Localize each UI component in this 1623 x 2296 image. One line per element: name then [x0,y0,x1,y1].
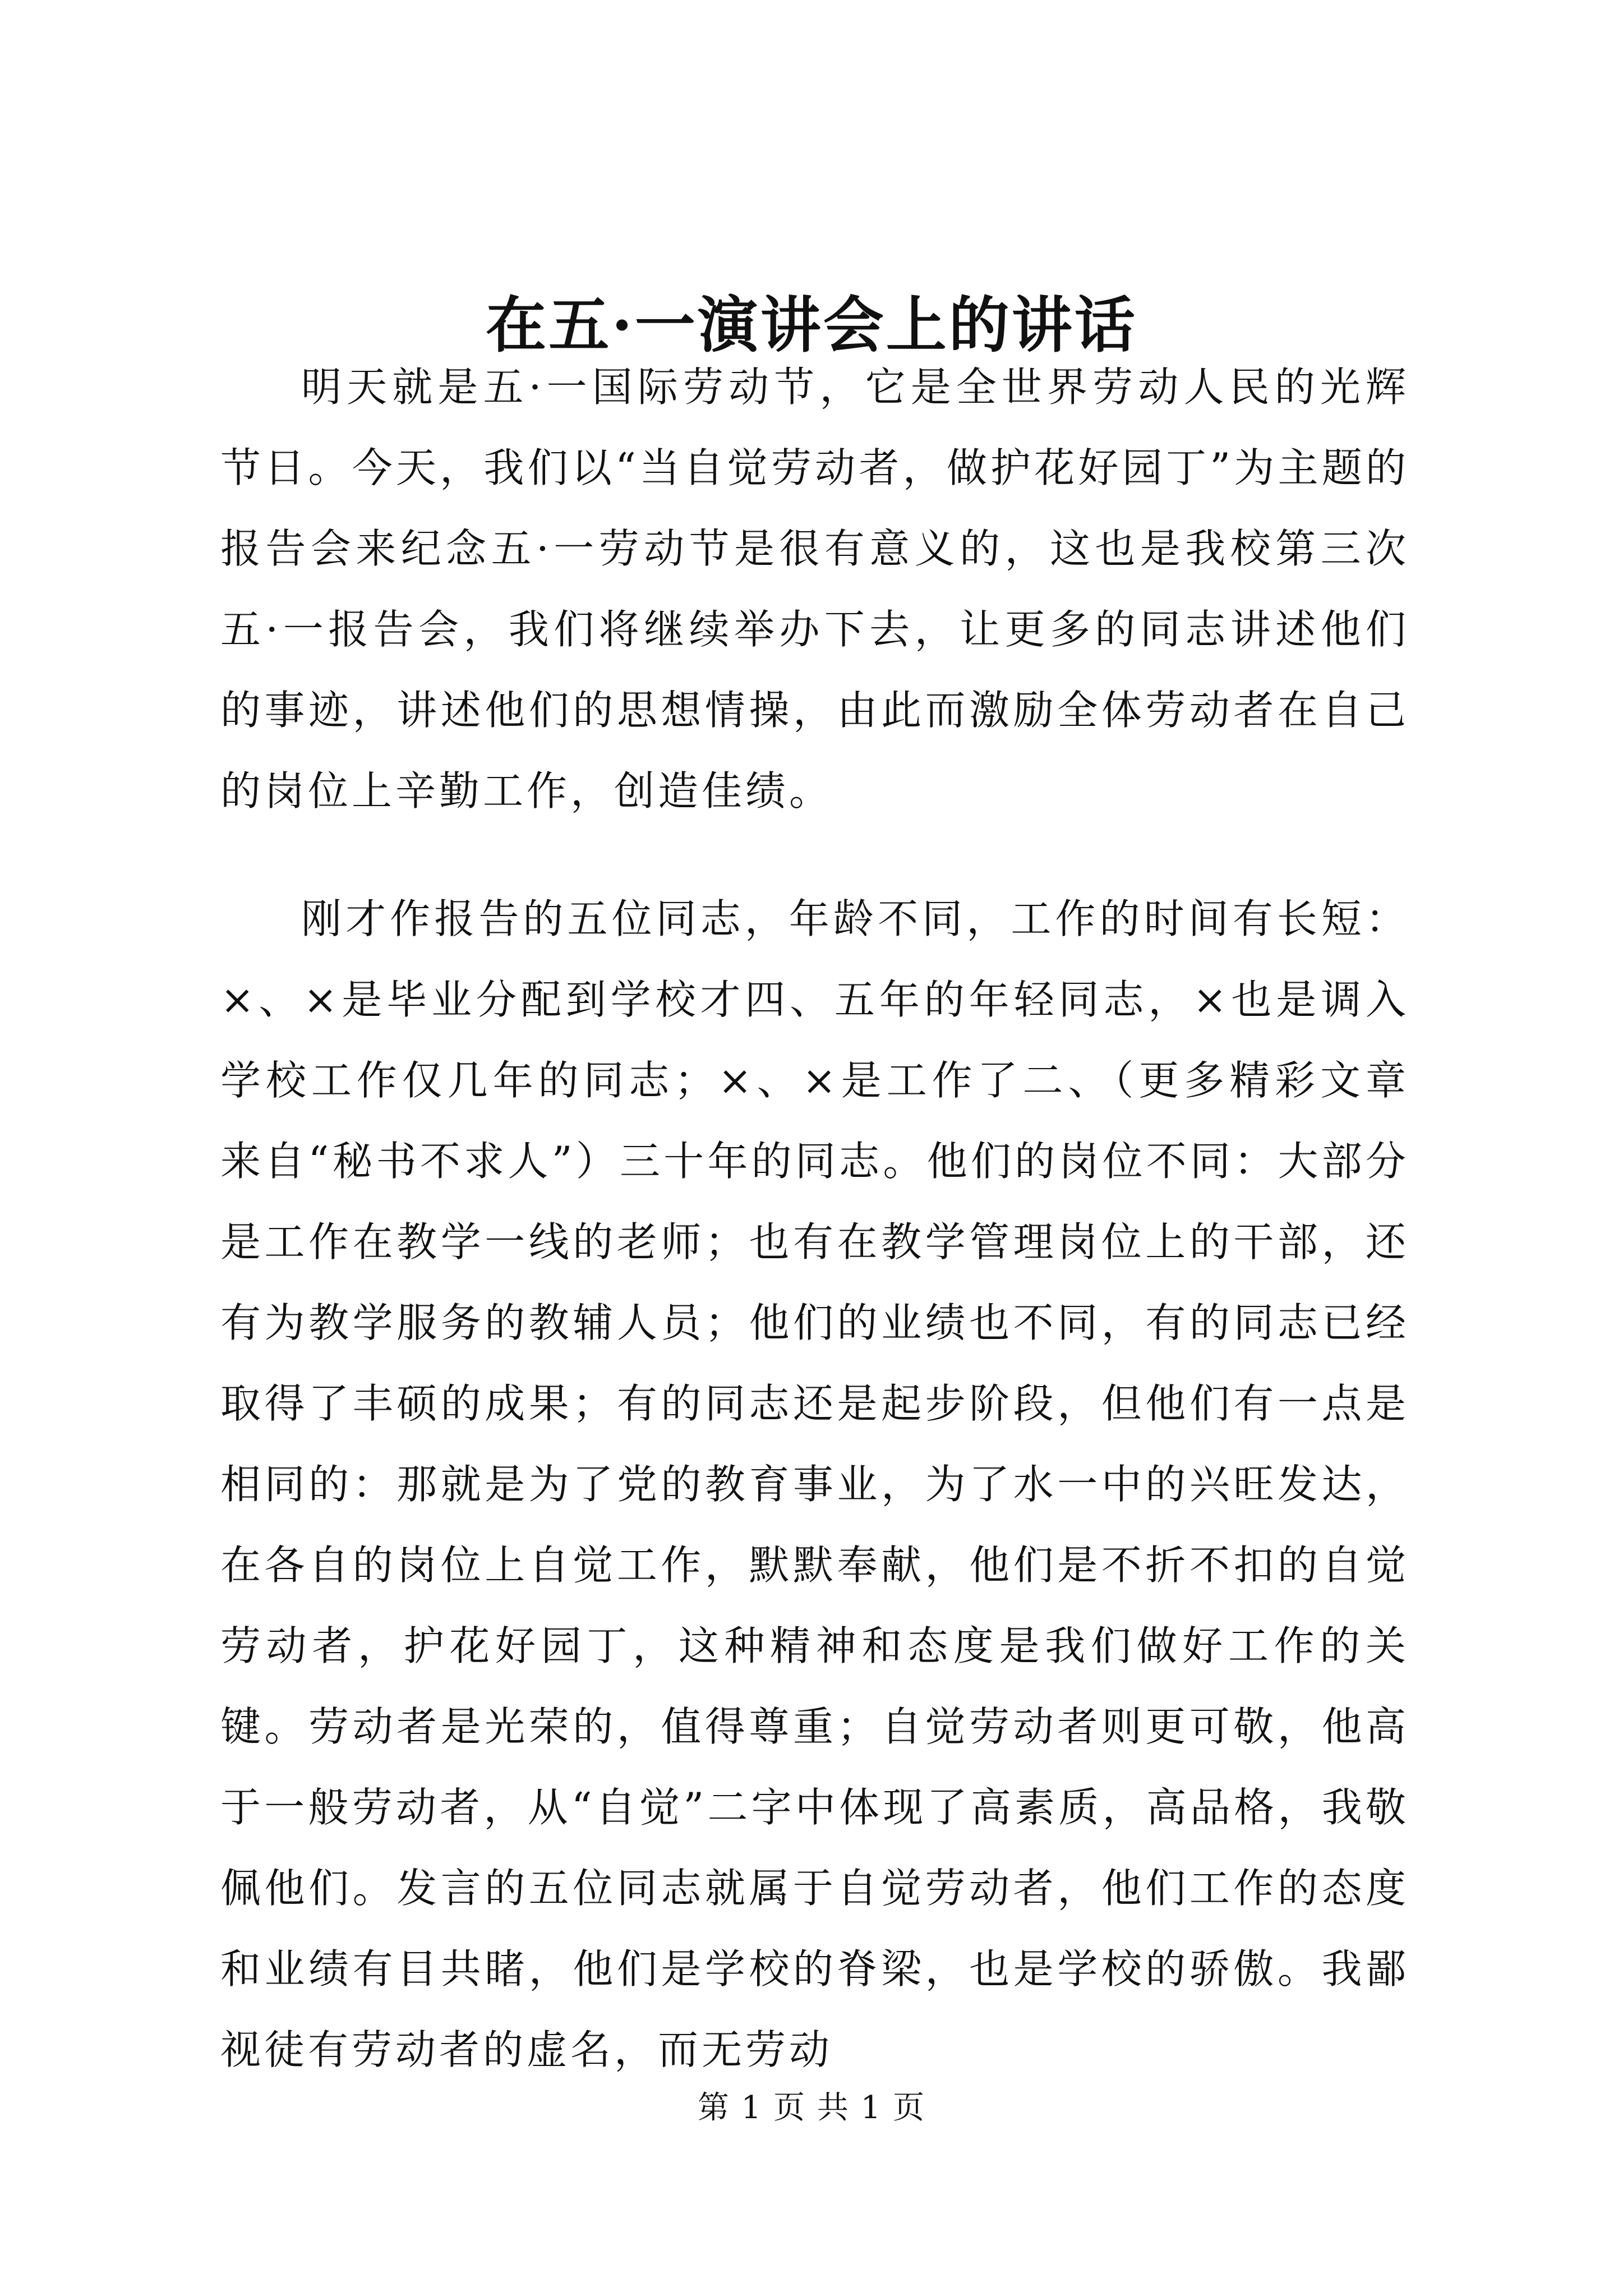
paragraph-1-block [220,347,1409,831]
page-footer: 第 1 页 共 1 页 [697,2090,926,2126]
document-title: 在五·一演讲会上的讲话 [486,290,1137,361]
paragraph-1: 明天就是五·一国际劳动节，它是全世界劳动人民的光辉节日。今天，我们以“当自觉劳动者，做护花好园丁”为主题的报告会来纪念五·一劳动节是很有意义的，这也是我校第三次五·一报告会，我们将继续举办下去，让更多的同志讲述他们的事迹，讲述他们的思想情操，由此而激励全体劳动者在自己的岗位上辛勤工作，创造佳绩。 [220,364,1409,815]
paragraph-2: 刚才作报告的五位同志，年龄不同，工作的时间有长短：×、×是毕业分配到学校才四、五年的年轻同志，×也是调入学校工作仅几年的同志；×、×是工作了二、（更多精彩文章来自“秘书不求人”）三十年的同志。他们的岗位不同：大部分是工作在教学一线的老师；也有在教学管理岗位上的干部，还有为教学服务的教辅人员；他们的业绩也不同，有的同志已经取得了丰硕的成果；有的同志还是起步阶段，但他们有一点是相同的：那就是为了党的教育事业，为了水一中的兴旺发达，在各自的岗位上自觉工作，默默奉献，他们是不折不扣的自觉劳动者，护花好园丁，这种精神和态度是我们做好工作的关键。劳动者是光荣的，值得尊重；自觉劳动者则更可敬，他高于一般劳动者，从“自觉”二字中体现了高素质，高品格，我敬佩他们。发言的五位同志就属于自觉劳动者，他们工作的态度和业绩有目共睹，他们是学校的脊梁，也是学校的骄傲。我鄙视徒有劳动者的虚名，而无劳动 [220,895,1409,2073]
paragraph-2-block [220,878,1409,2090]
